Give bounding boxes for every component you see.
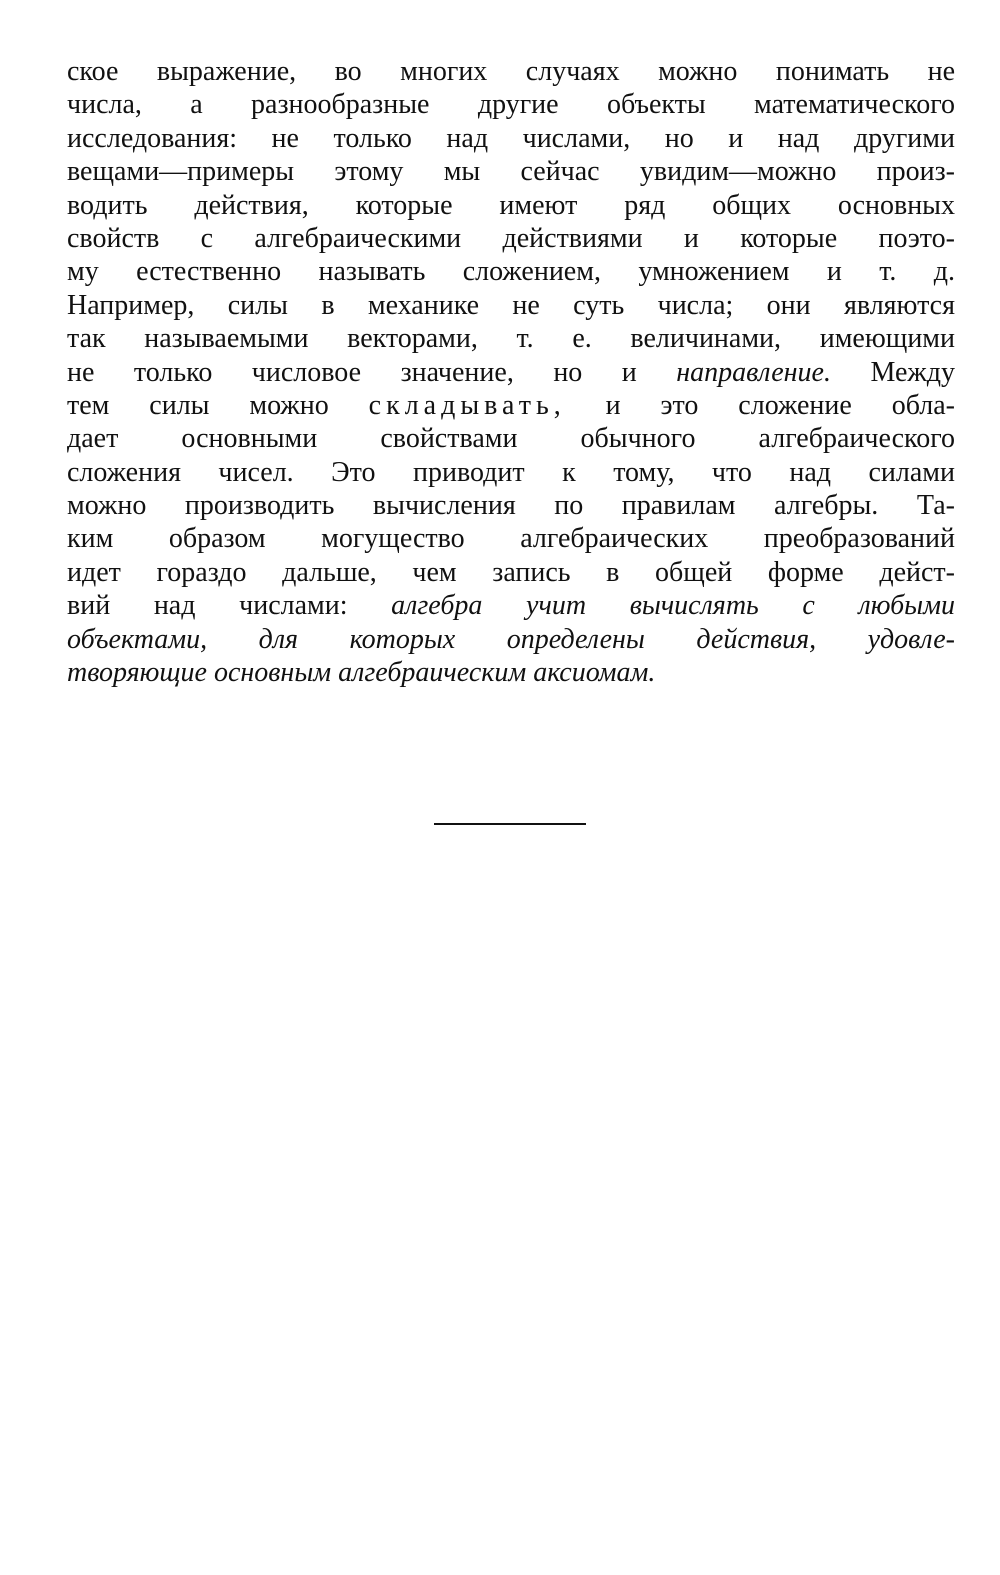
text-line: ское выражение, во многих случаях можно понимать не bbox=[67, 56, 955, 87]
line-text: вий над числами: bbox=[67, 590, 392, 622]
text-line: дает основными свойствами обычного алгебраического bbox=[67, 423, 955, 455]
text-line: идет гораздо дальше, чем запись в общей форме дейст- bbox=[67, 556, 955, 588]
emphasis-text: объектами, для которых определены действия, удовле- bbox=[67, 623, 955, 655]
emphasis-text: алгебра учит вычислять с любыми bbox=[391, 590, 955, 622]
line-text: не только числовое значение, но и bbox=[67, 356, 677, 388]
line-text: и это сложение обла- bbox=[565, 389, 955, 421]
text-line: так называемыми векторами, т. е. величинами, имеющими bbox=[67, 323, 955, 355]
text-line: исследования: не только над числами, но и над другими bbox=[67, 122, 955, 154]
line-text: Между bbox=[830, 356, 956, 388]
spaced-emphasis-text: складывать, bbox=[368, 389, 566, 421]
text-line bbox=[67, 356, 955, 389]
emphasis-text: творяющие основным алгебраическим аксиомам. bbox=[67, 657, 656, 689]
text-line bbox=[67, 623, 955, 656]
line-text: тем силы можно bbox=[67, 389, 369, 421]
text-line: вещами—примеры этому мы сейчас увидим—можно произ- bbox=[67, 156, 955, 188]
text-line: числа, а разнообразные другие объекты математического bbox=[67, 89, 955, 121]
text-line bbox=[67, 589, 955, 622]
text-line: сложения чисел. Это приводит к тому, что над силами bbox=[67, 456, 955, 488]
text-line bbox=[67, 656, 955, 689]
text-line: свойств с алгебраическими действиями и которые поэто- bbox=[67, 222, 955, 254]
emphasis-text: направление. bbox=[676, 356, 831, 388]
text-line: водить действия, которые имеют ряд общих основных bbox=[67, 189, 955, 221]
section-end-rule bbox=[434, 823, 586, 825]
text-line: ким образом могущество алгебраических преобразований bbox=[67, 523, 955, 555]
body-paragraph bbox=[67, 55, 955, 689]
text-line: можно производить вычисления по правилам алгебры. Та- bbox=[67, 490, 955, 522]
text-line: му естественно называть сложением, умножением и т. д. bbox=[67, 256, 955, 288]
text-line: Например, силы в механике не суть числа; они являются bbox=[67, 289, 955, 321]
text-line bbox=[67, 389, 955, 422]
